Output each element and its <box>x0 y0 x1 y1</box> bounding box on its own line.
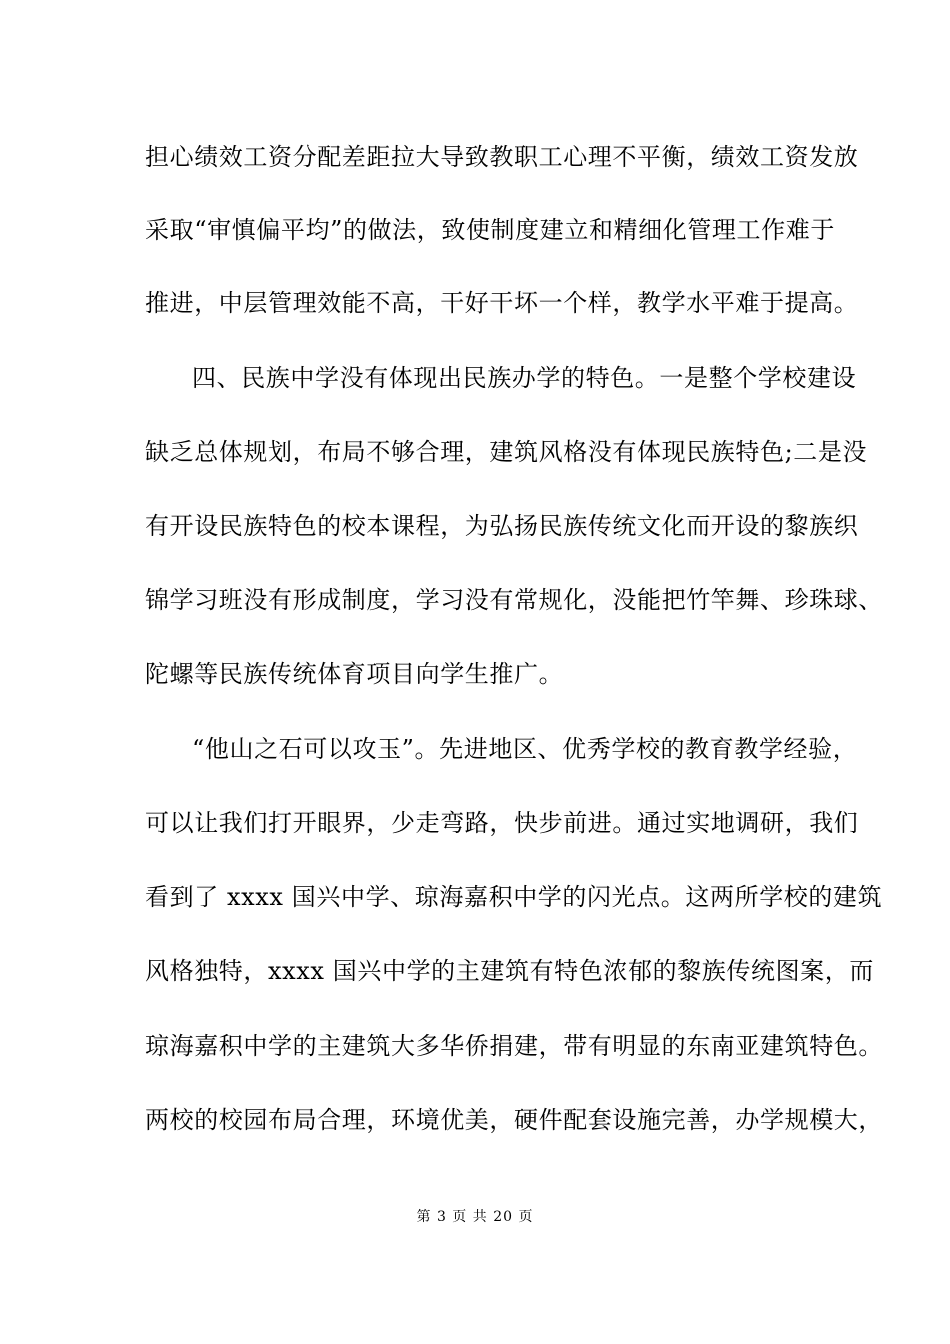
text-line: 缺乏总体规划，布局不够合理，建筑风格没有体现民族特色;二是没 <box>145 438 868 466</box>
text-line: 陀螺等民族传统体育项目向学生推广。 <box>145 660 564 688</box>
text-line: 琼海嘉积中学的主建筑大多华侨捐建，带有明显的东南亚建筑特色。 <box>145 1032 883 1060</box>
text-line: 有开设民族特色的校本课程，为弘扬民族传统文化而开设的黎族织 <box>145 512 859 540</box>
paragraph-start-line: 四、民族中学没有体现出民族办学的特色。一是整个学校建设 <box>192 364 857 392</box>
text-line: 两校的校园布局合理，环境优美，硬件配套设施完善，办学规模大， <box>145 1106 883 1134</box>
text-line: 采取“审慎偏平均”的做法，致使制度建立和精细化管理工作难于 <box>145 216 835 244</box>
text-line: 担心绩效工资分配差距拉大导致教职工心理不平衡，绩效工资发放 <box>145 143 859 171</box>
page-number-footer: 第 3 页 共 20 页 <box>416 1209 534 1225</box>
text-line: 锦学习班没有形成制度，学习没有常规化，没能把竹竿舞、珍珠球、 <box>145 586 883 614</box>
text-line: 推进，中层管理效能不高，干好干坏一个样，教学水平难于提高。 <box>145 289 859 317</box>
text-line: 看到了 xxxx 国兴中学、琼海嘉积中学的闪光点。这两所学校的建筑 <box>145 883 883 911</box>
paragraph-start-line: “他山之石可以攻玉”。先进地区、优秀学校的教育教学经验， <box>192 735 858 763</box>
text-line: 风格独特，xxxx 国兴中学的主建筑有特色浓郁的黎族传统图案，而 <box>145 957 874 985</box>
text-line: 可以让我们打开眼界，少走弯路，快步前进。通过实地调研，我们 <box>145 809 859 837</box>
